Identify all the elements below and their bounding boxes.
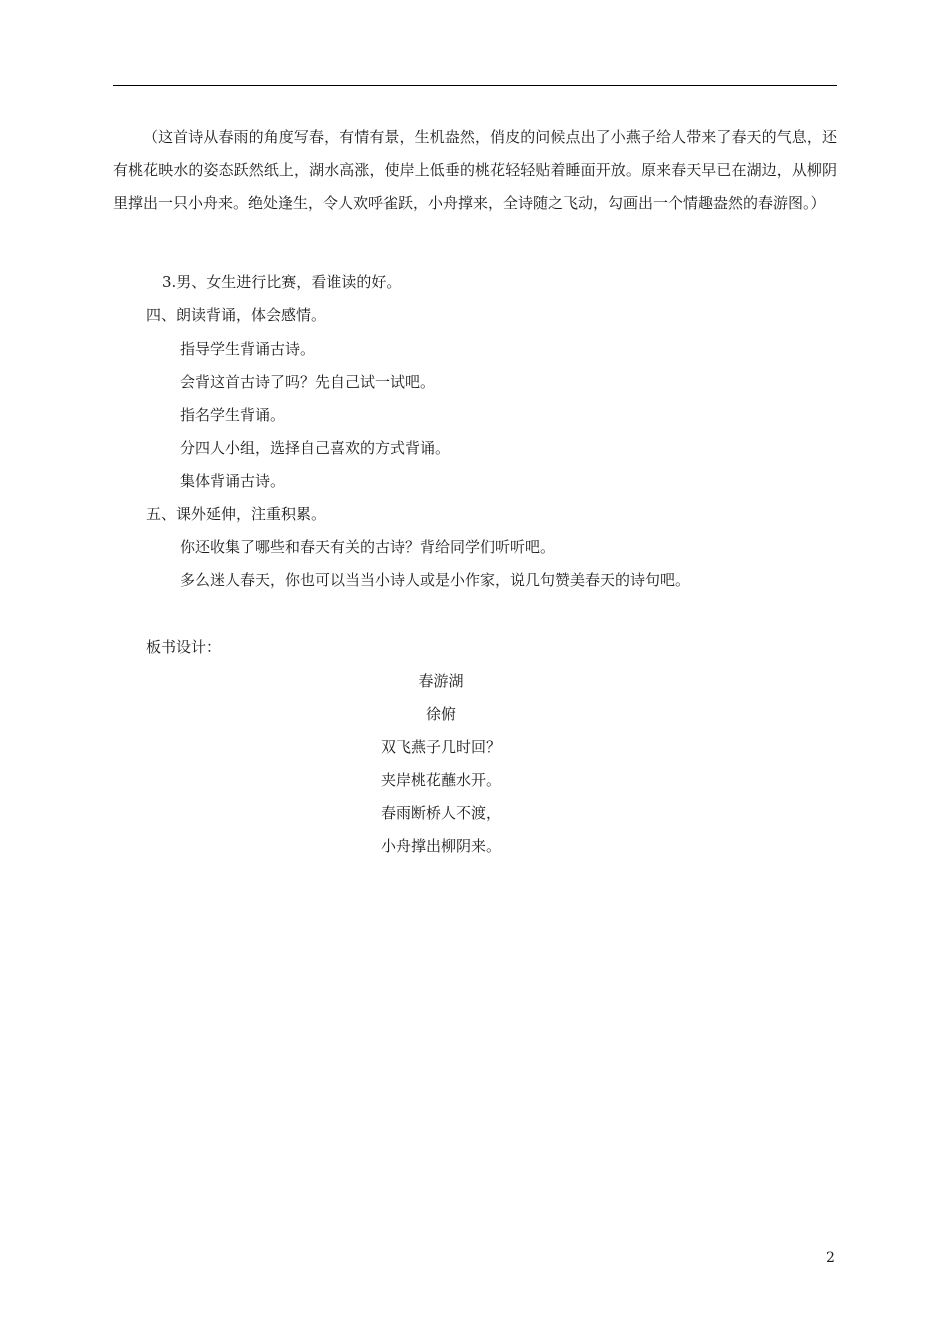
body-line: 多么迷人春天，你也可以当当小诗人或是小作家，说几句赞美春天的诗句吧。 [180,571,691,589]
poem-verse: 春雨断桥人不渡， [380,804,501,822]
body-line: 指导学生背诵古诗。 [180,340,316,358]
poem-verse: 小舟撑出柳阴来。 [380,837,501,855]
step-3-line: 3.男、女生进行比赛，看谁读的好。 [162,273,402,291]
body-line: 会背这首古诗了吗？先自己试一试吧。 [180,373,436,391]
poem-verse: 夹岸桃花蘸水开。 [380,771,501,789]
body-paragraph-container [113,121,837,220]
explanation-paragraph: （这首诗从春雨的角度写春，有情有景，生机盎然，俏皮的问候点出了小燕子给人带来了春天的气息，还有桃花映水的姿态跃然纸上，湖水高涨，使岸上低垂的桃花轻轻贴着睡面开放。原来春天早已在湖边，从柳阴里撑出一只小舟来。绝处逢生，令人欢呼雀跃，小舟撑来，全诗随之飞动，勾画出一个情趣盎然的春游图。） [113,128,837,212]
board-design-label: 板书设计： [146,638,222,656]
body-line: 你还收集了哪些和春天有关的古诗？背给同学们听听吧。 [180,538,556,556]
poem-author: 徐俯 [425,705,456,723]
body-line: 集体背诵古诗。 [180,472,286,490]
page-number: 2 [826,1250,835,1266]
body-line: 指名学生背诵。 [180,406,286,424]
section-5-heading: 五、课外延伸，注重积累。 [146,505,327,523]
poem-verse: 双飞燕子几时回？ [380,738,501,756]
header-rule [113,85,837,86]
section-4-heading: 四、朗读背诵，体会感情。 [146,306,327,324]
poem-title: 春游湖 [418,672,464,690]
body-line: 分四人小组，选择自己喜欢的方式背诵。 [180,439,451,457]
